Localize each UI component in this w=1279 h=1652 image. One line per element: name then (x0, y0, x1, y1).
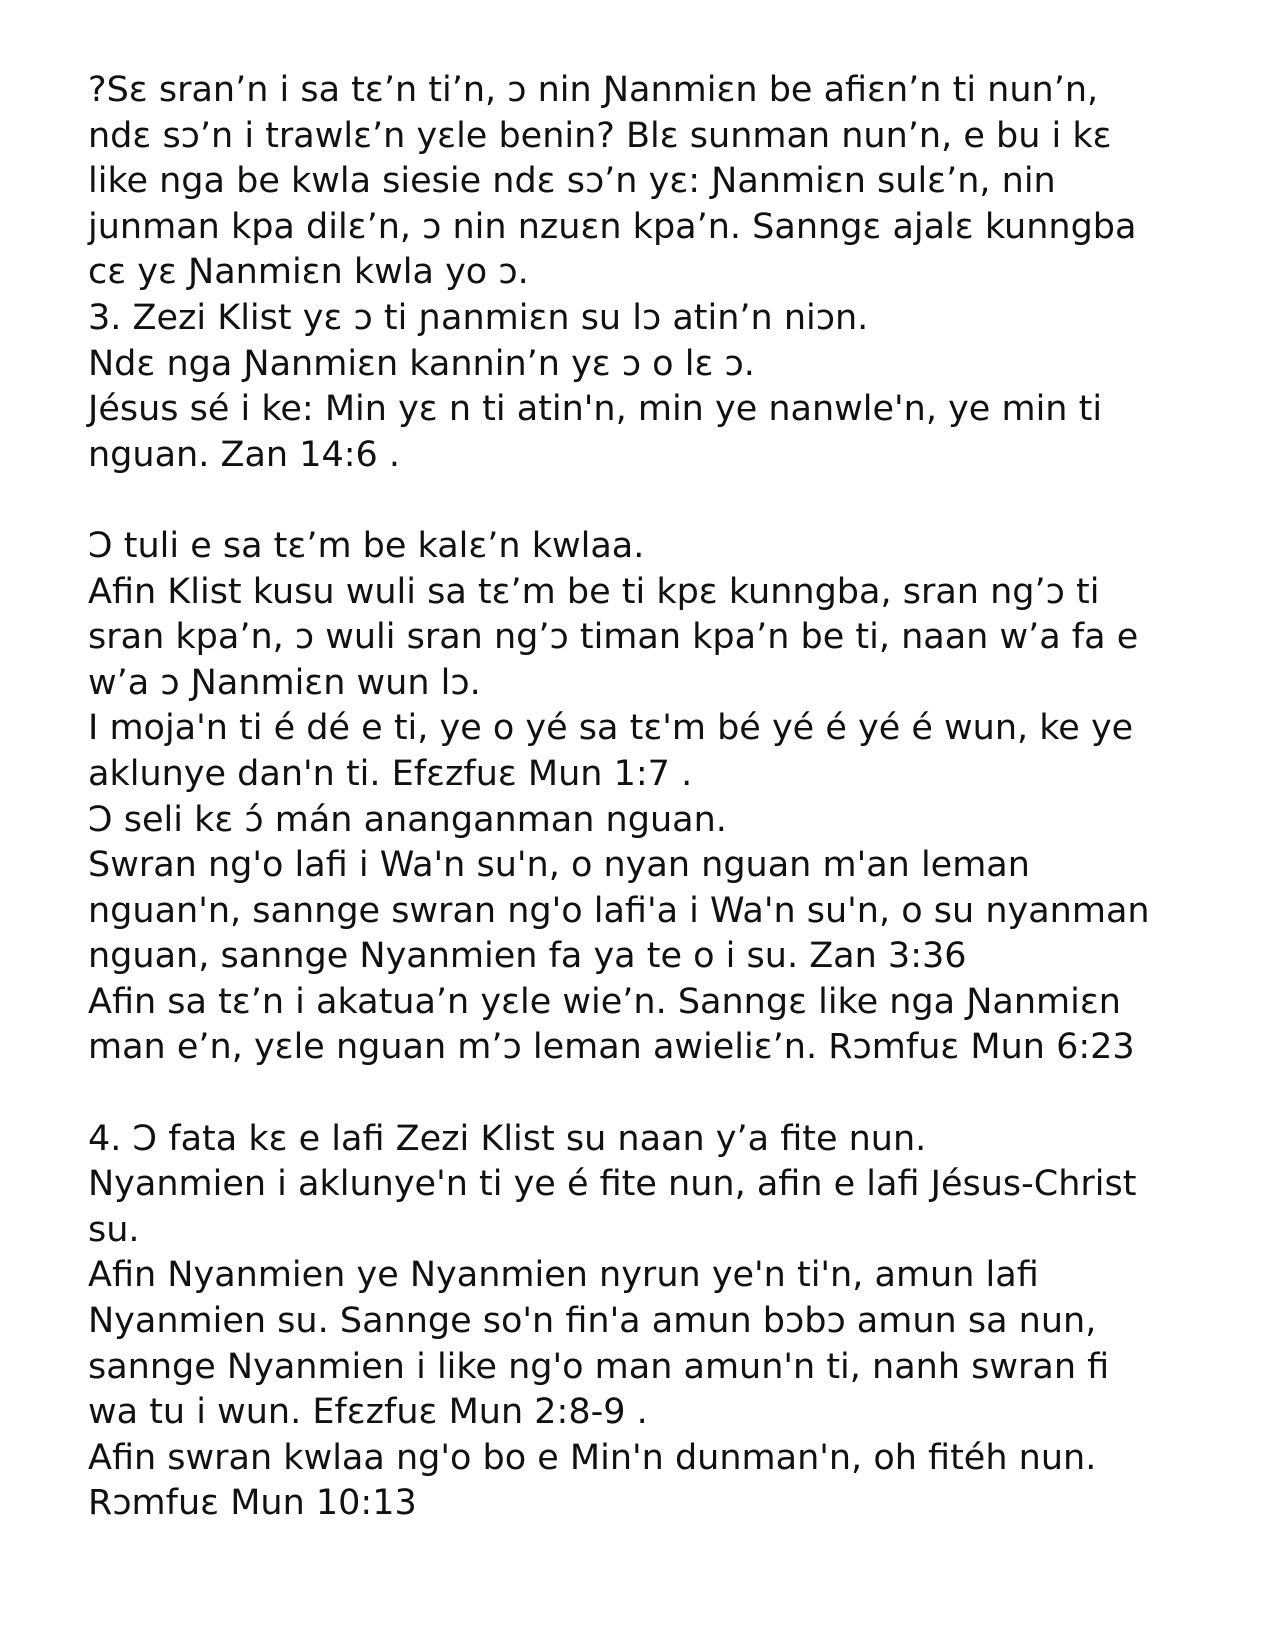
text-line-31: Afin swran kwlaa ng'o bo e Min'n dunman'n, oh fitéh nun. (88, 1437, 1097, 1478)
text-line-11: Ɔ tuli e sa tɛ’m be kalɛ’n kwlaa. (88, 525, 645, 566)
text-line-27: Afin Nyanmien ye Nyanmien nyrun ye'n ti'n, amun lafi (88, 1255, 1039, 1296)
text-line-13: sran kpa’n, ɔ wuli sran ng’ɔ timan kpa’n be ti, naan w’a fa e (88, 617, 1139, 658)
text-line-12: Afin Klist kusu wuli sa tɛ’m be ti kpɛ kunngba, sran ng’ɔ ti (88, 571, 1100, 612)
document-body (88, 68, 1208, 1527)
text-line-32: Rɔmfuɛ Mun 10:13 (88, 1483, 417, 1524)
text-line-16: aklunye dan'n ti. Efɛzfuɛ Mun 1:7 . (88, 753, 693, 794)
text-line-21: Afin sa tɛ’n i akatua’n yɛle wie’n. Sanngɛ like nga Ɲanmiɛn (88, 981, 1121, 1022)
text-line-17: Ɔ seli kɛ ɔ́ mán ananganman nguan. (88, 799, 727, 840)
text-line-1: ?Sɛ sran’n i sa tɛ’n ti’n, ɔ nin Ɲanmiɛn be afiɛn’n ti nun’n, (88, 70, 1099, 110)
text-line-25: Nyanmien i aklunye'n ti ye é fite nun, afin e lafi Jésus-Christ (88, 1164, 1137, 1205)
text-line-18: Swran ng'o lafi i Wa'n su'n, o nyan nguan m'an leman (88, 845, 1030, 886)
text-line-30: wa tu i wun. Efɛzfuɛ Mun 2:8-9 . (88, 1392, 648, 1433)
text-line-2: ndɛ sɔ’n i trawlɛ’n yɛle benin? Blɛ sunman nun’n, e bu i kɛ (88, 115, 1112, 156)
text-line-26: su. (88, 1209, 140, 1250)
blank-line (88, 478, 1208, 524)
blank-line (88, 1071, 1208, 1117)
text-line-29: sannge Nyanmien i like ng'o man amun'n ti, nanh swran fi (88, 1346, 1110, 1387)
text-line-8: Jésus sé i ke: Min yɛ n ti atin'n, min ye nanwle'n, ye min ti (88, 389, 1103, 430)
text-line-9: nguan. Zan 14:6 . (88, 434, 401, 475)
text-line-19: nguan'n, sannge swran ng'o lafi'a i Wa'n su'n, o su nyanman (88, 890, 1150, 931)
text-line-3: like nga be kwla siesie ndɛ sɔ’n yɛ: Ɲanmiɛn sulɛ’n, nin (88, 161, 1056, 202)
text-line-7: Ndɛ nga Ɲanmiɛn kannin’n yɛ ɔ o lɛ ɔ. (88, 343, 755, 384)
text-line-15: I moja'n ti é dé e ti, ye o yé sa tɛ'm bé yé é yé é wun, ke ye (88, 708, 1134, 749)
section-heading-4: 4. Ɔ fata kɛ e lafi Zezi Klist su naan y’a fite nun. (88, 1118, 927, 1159)
text-line-20: nguan, sannge Nyanmien fa ya te o i su. Zan 3:36 (88, 936, 967, 977)
text-line-5: cɛ yɛ Ɲanmiɛn kwla yo ɔ. (88, 252, 529, 293)
text-line-22: man e’n, yɛle nguan m’ɔ leman awieliɛ’n. Rɔmfuɛ Mun 6:23 (88, 1027, 1135, 1068)
text-line-14: w’a ɔ Ɲanmiɛn wun lɔ. (88, 662, 481, 703)
section-heading-3: 3. Zezi Klist yɛ ɔ ti ɲanmiɛn su lɔ atin’n niɔn. (88, 297, 869, 338)
text-line-28: Nyanmien su. Sannge so'n fin'a amun bɔbɔ amun sa nun, (88, 1301, 1097, 1342)
text-line-4: junman kpa dilɛ’n, ɔ nin nzuɛn kpa’n. Sanngɛ ajalɛ kunngba (88, 206, 1137, 247)
